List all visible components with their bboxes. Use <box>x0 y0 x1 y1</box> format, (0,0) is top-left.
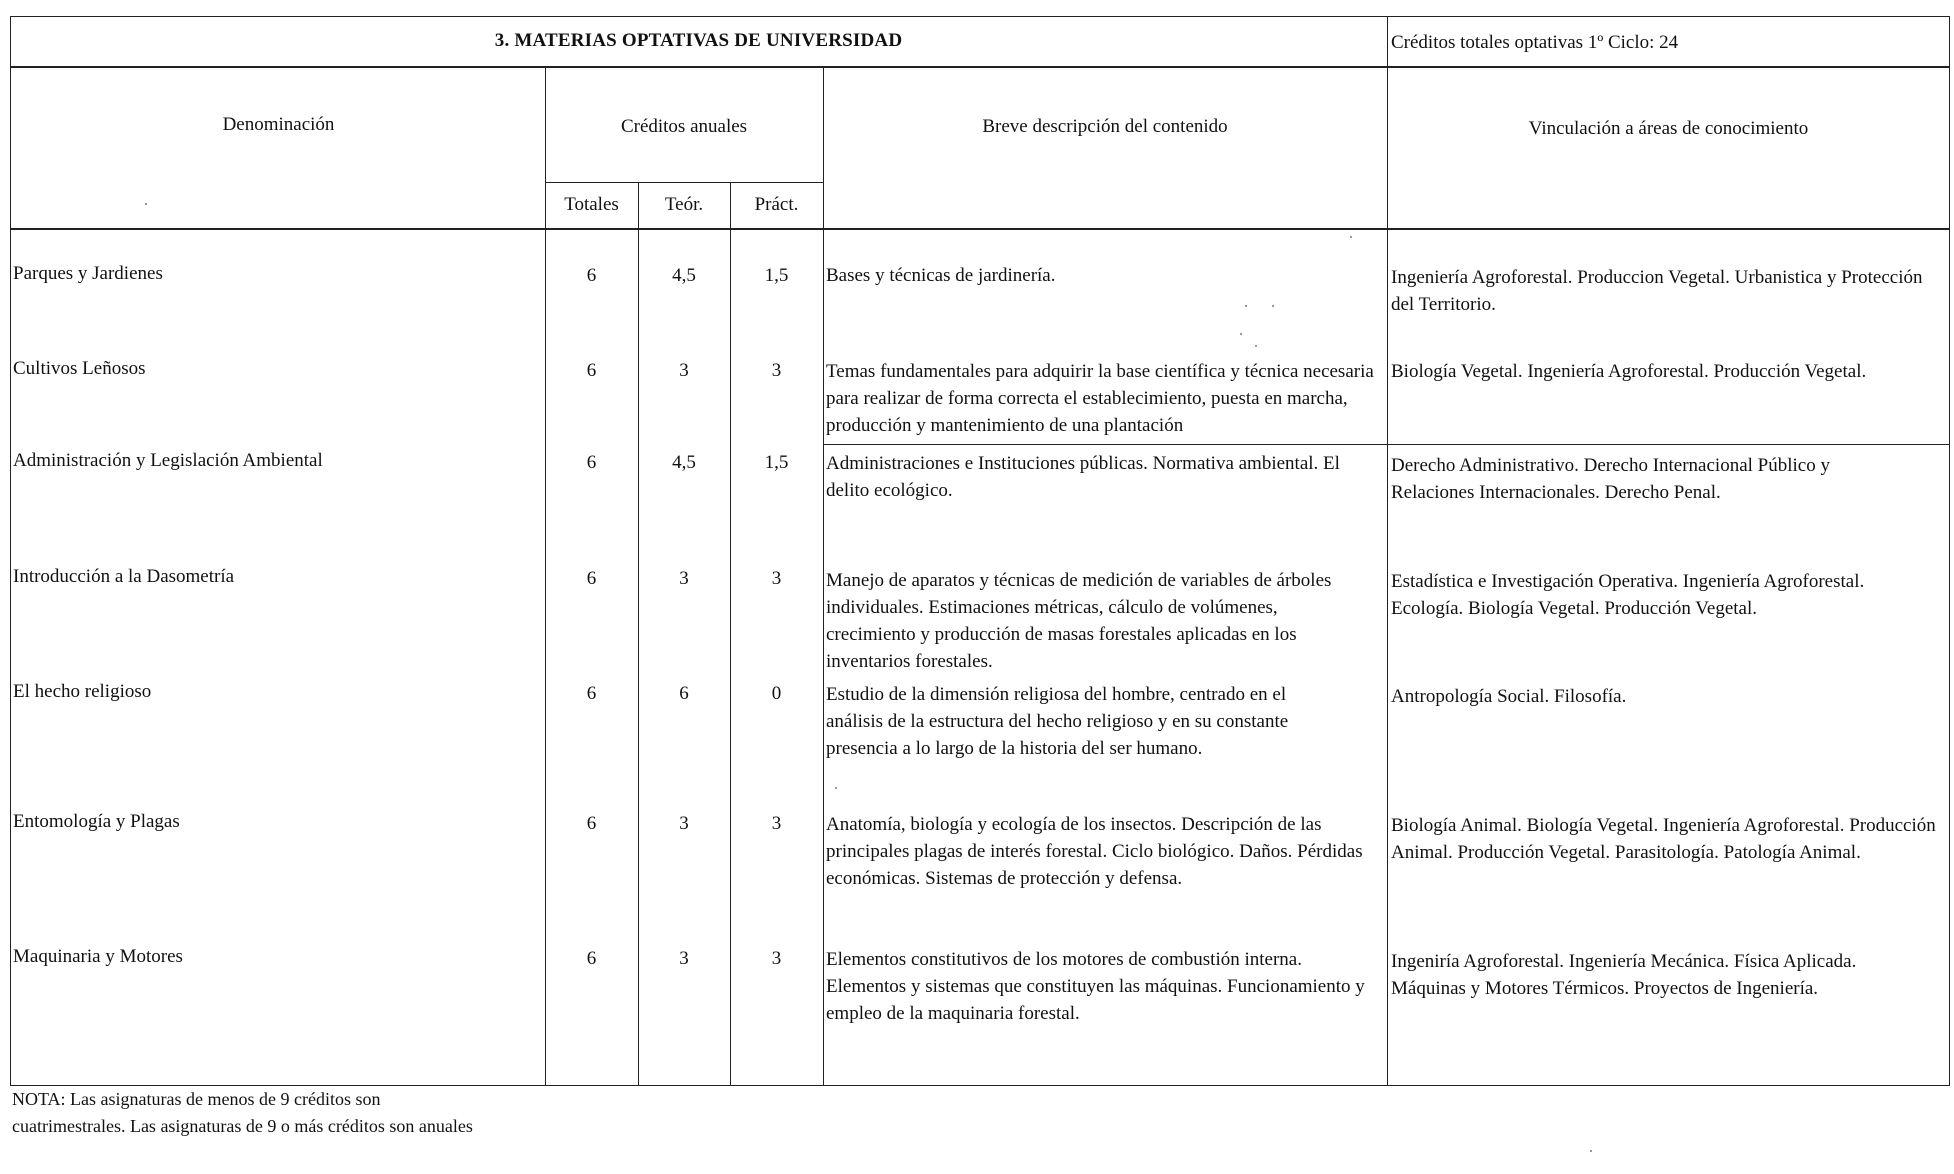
row-areas: Ingeniría Agroforestal. Ingeniería Mecánica. Física Aplicada. Máquinas y Motores Térmicos. Proyectos de Ingeniería. <box>1391 951 1857 999</box>
header-divider-2 <box>823 66 824 230</box>
row-description: Administraciones e Instituciones públicas. Normativa ambiental. El delito ecológico. <box>826 453 1340 501</box>
row-name: Introducción a la Dasometría <box>13 566 235 587</box>
row-teor: 6 <box>679 683 689 704</box>
row-areas: Ingeniería Agroforestal. Produccion Vegetal. Urbanistica y Protección del Territorio. <box>1391 267 1923 315</box>
row-teor: 4,5 <box>672 265 696 286</box>
row-description: Bases y técnicas de jardinería. <box>826 265 1056 286</box>
row-areas: Biología Vegetal. Ingeniería Agroforestal. Producción Vegetal. <box>1391 361 1867 382</box>
row-totales: 6 <box>586 265 597 286</box>
row-description: Elementos constitutivos de los motores de combustión interna. Elementos y sistemas que constituyen las máquinas. Funcionamiento y empleo de la maquinaria forestal. <box>826 949 1365 1024</box>
title-divider <box>1387 16 1388 68</box>
row-areas: Derecho Administrativo. Derecho Internacional Público y Relaciones Internacionales. Derecho Penal. <box>1391 455 1830 503</box>
row-teor: 4,5 <box>672 452 696 473</box>
row-name: Maquinaria y Motores <box>13 946 183 967</box>
row-name: El hecho religioso <box>13 681 152 702</box>
scan-speck <box>835 787 837 789</box>
row-totales: 6 <box>586 452 597 473</box>
scan-speck <box>1255 345 1257 347</box>
table-header-frame <box>10 66 1950 230</box>
header-divider-3 <box>1387 66 1388 230</box>
scan-speck <box>145 203 147 205</box>
row-teor: 3 <box>679 813 689 834</box>
scan-speck <box>1590 1150 1592 1152</box>
row-teor: 3 <box>679 948 689 969</box>
scan-speck <box>1350 236 1352 238</box>
footnote: NOTA: Las asignaturas de menos de 9 créditos son cuatrimestrales. Las asignaturas de 9 o más créditos son anuales <box>12 1089 473 1136</box>
header-descripcion: Breve descripción del contenido <box>982 116 1228 137</box>
row-separator <box>823 444 1950 445</box>
row-teor: 3 <box>679 360 689 381</box>
row-pract: 1,5 <box>764 452 789 473</box>
row-description: Manejo de aparatos y técnicas de medición de variables de árboles individuales. Estimaciones métricas, cálculo de volúmenes, crecimiento y producción de masas forestales aplicadas en los inventarios forestales. <box>826 570 1332 672</box>
row-pract: 1,5 <box>764 265 789 286</box>
row-pract: 0 <box>771 683 782 704</box>
total-credits-label: Créditos totales optativas 1º Ciclo: 24 <box>1391 32 1679 53</box>
body-divider-4 <box>823 228 824 1086</box>
row-totales: 6 <box>586 360 597 381</box>
header-pract: Práct. <box>754 194 799 215</box>
scan-speck <box>1245 305 1247 307</box>
row-totales: 6 <box>586 683 597 704</box>
header-vinculacion: Vinculación a áreas de conocimiento <box>1528 118 1809 139</box>
header-teor: Teór. <box>664 194 704 215</box>
row-areas: Biología Animal. Biología Vegetal. Ingeniería Agroforestal. Producción Animal. Producción Vegetal. Parasitología. Patología Animal. <box>1391 815 1936 863</box>
header-creditos-anuales: Créditos anuales <box>620 116 748 137</box>
row-totales: 6 <box>586 568 597 589</box>
row-totales: 6 <box>586 948 597 969</box>
header-totales: Totales <box>564 194 619 215</box>
row-name: Parques y Jardienes <box>13 263 163 284</box>
row-teor: 3 <box>679 568 689 589</box>
row-description: Estudio de la dimensión religiosa del hombre, centrado en el análisis de la estructura del hecho religioso y en su constante presencia a lo largo de la historia del ser humano. <box>826 684 1289 759</box>
row-description: Temas fundamentales para adquirir la base científica y técnica necesaria para realizar de forma correcta el establecimiento, puesta en marcha, producción y mantenimiento de una plantación <box>826 361 1374 436</box>
row-name: Entomología y Plagas <box>13 811 180 832</box>
credits-subheader-line <box>545 182 823 183</box>
row-areas: Estadística e Investigación Operativa. Ingeniería Agroforestal. Ecología. Biología Vegetal. Producción Vegetal. <box>1391 571 1865 619</box>
header-denominacion: Denominación <box>222 114 335 135</box>
row-areas: Antropología Social. Filosofía. <box>1391 686 1627 707</box>
row-pract: 3 <box>771 568 782 589</box>
body-divider-5 <box>1387 228 1388 1086</box>
row-pract: 3 <box>771 360 782 381</box>
row-pract: 3 <box>771 948 782 969</box>
row-pract: 3 <box>771 813 782 834</box>
scan-speck <box>1240 333 1242 335</box>
row-name: Cultivos Leñosos <box>13 358 146 379</box>
scan-speck <box>1272 305 1274 307</box>
row-name: Administración y Legislación Ambiental <box>13 450 323 471</box>
table-title: 3. MATERIAS OPTATIVAS DE UNIVERSIDAD <box>494 30 903 51</box>
row-totales: 6 <box>586 813 597 834</box>
row-description: Anatomía, biología y ecología de los insectos. Descripción de las principales plagas de interés forestal. Ciclo biológico. Daños. Pérdidas económicas. Sistemas de protección y defensa. <box>826 814 1363 889</box>
